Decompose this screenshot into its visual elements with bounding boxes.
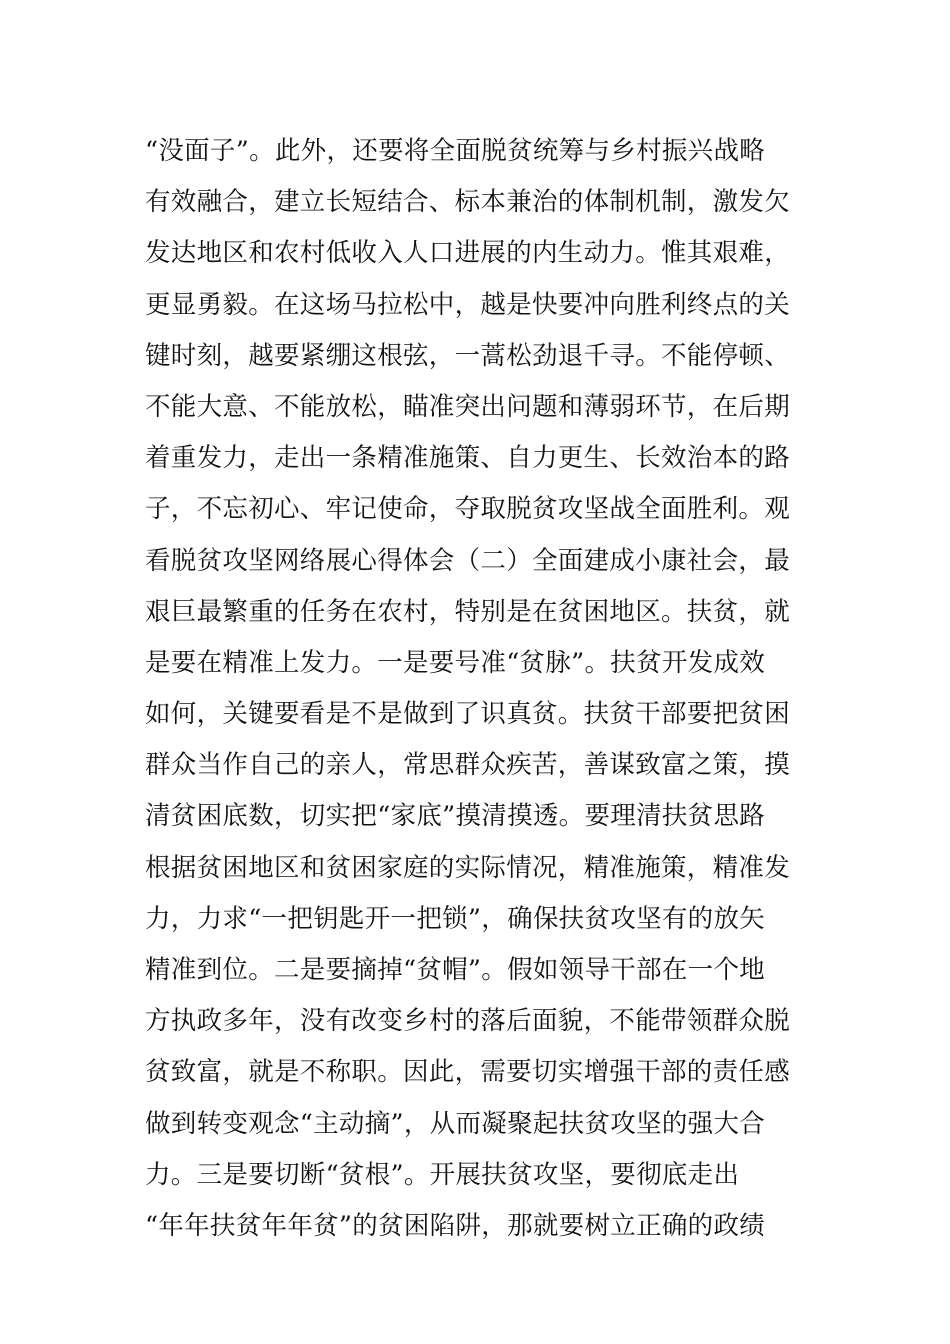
text-line-8: 子，不忘初心、牢记使命，夺取脱贫攻坚战全面胜利。观 [145,494,791,525]
text-line-9: 看脱贫攻坚网络展心得体会（二）全面建成小康社会，最 [145,545,791,576]
text-line-1: “没面子”。此外，还要将全面脱贫统筹与乡村振兴战略 [145,136,766,166]
text-line-12: 如何，关键要看是不是做到了识真贫。扶贫干部要把贫困 [145,699,791,730]
text-line-21: 力。三是要切断“贫根”。开展扶贫攻坚，要彻底走出 [145,1159,740,1190]
text-line-10: 艰巨最繁重的任务在农村，特别是在贫困地区。扶贫，就 [145,596,791,627]
text-line-15: 根据贫困地区和贫困家庭的实际情况，精准施策，精准发 [145,852,791,883]
text-line-18: 方执政多年，没有改变乡村的落后面貌，不能带领群众脱 [145,1006,791,1037]
text-line-20: 做到转变观念“主动摘”，从而凝聚起扶贫攻坚的强大合 [145,1108,766,1139]
text-line-7: 着重发力，走出一条精准施策、自力更生、长效治本的路 [145,443,791,474]
text-line-17: 精准到位。二是要摘掉“贫帽”。假如领导干部在一个地 [145,955,766,985]
text-line-4: 更显勇毅。在这场马拉松中，越是快要冲向胜利终点的关 [145,289,791,320]
text-line-19: 贫致富，就是不称职。因此，需要切实增强干部的责任感 [145,1057,791,1088]
text-line-5: 键时刻，越要紧绷这根弦，一蒿松劲退千寻。不能停顿、 [145,340,791,371]
text-line-11: 是要在精准上发力。一是要号准“贫脉”。扶贫开发成效 [145,647,766,678]
body-text [145,126,815,1252]
text-line-16: 力，力求“一把钥匙开一把锁”，确保扶贫攻坚有的放矢 [145,903,766,934]
text-line-6: 不能大意、不能放松，瞄准突出问题和薄弱环节，在后期 [145,391,791,422]
text-line-3: 发达地区和农村低收入人口进展的内生动力。惟其艰难， [145,238,791,269]
text-line-22: “年年扶贫年年贫”的贫困陷阱，那就要树立正确的政绩 [145,1210,766,1241]
text-line-2: 有效融合，建立长短结合、标本兼治的体制机制，激发欠 [145,187,791,218]
text-line-14: 清贫困底数，切实把“家底”摸清摸透。要理清扶贫思路 [145,801,766,832]
text-line-13: 群众当作自己的亲人，常思群众疾苦，善谋致富之策，摸 [145,750,791,781]
